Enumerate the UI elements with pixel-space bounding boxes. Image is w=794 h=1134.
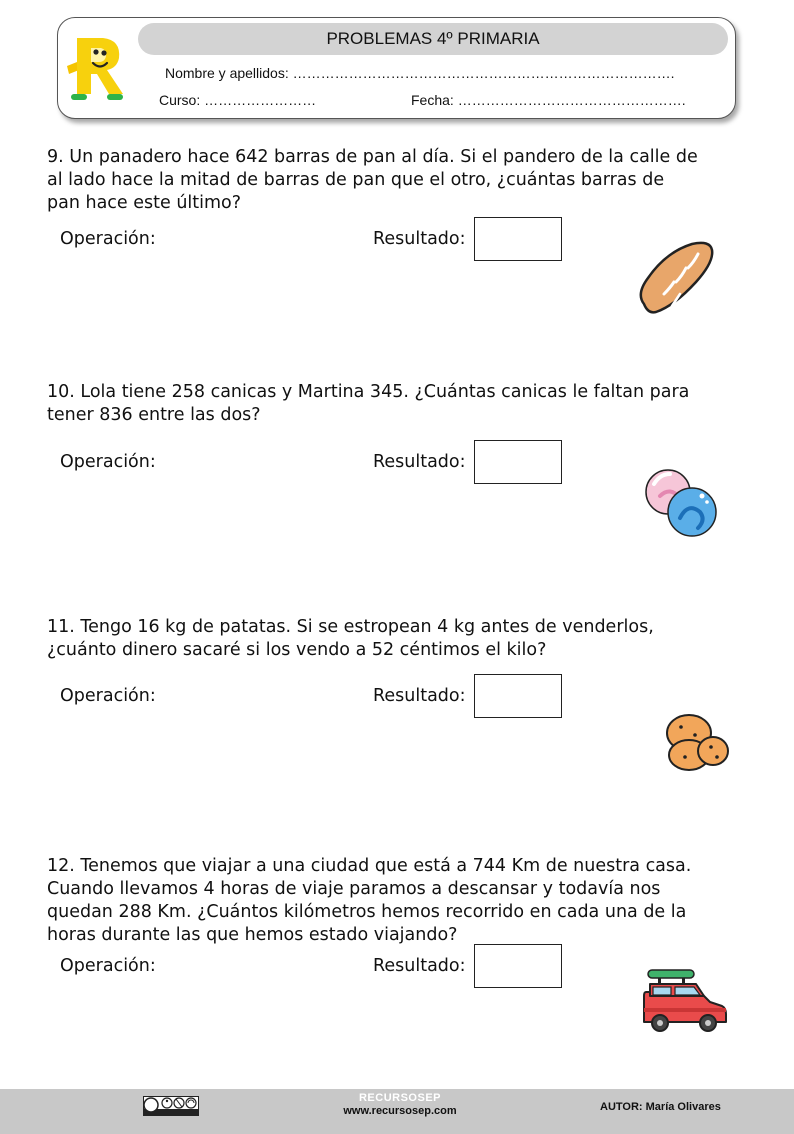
name-field: Nombre y apellidos: ……………………………………………………………………….	[165, 65, 675, 81]
problem-10-text: 10. Lola tiene 258 canicas y Martina 345. ¿Cuántas canicas le faltan para tener 836 entre las dos?	[47, 382, 690, 425]
footer-brand: RECURSOSEP	[358, 1092, 442, 1104]
problem-10-operation-label: Operación:	[60, 452, 156, 472]
problem-11-text: 11. Tengo 16 kg de patatas. Si se estropean 4 kg antes de venderlos, ¿cuánto dinero sacaré si los vendo a 52 céntimos el kilo?	[47, 617, 654, 660]
marbles-icon	[640, 466, 720, 538]
potatoes-icon	[663, 711, 731, 773]
problem-11-operation-label: Operación:	[60, 686, 156, 706]
footer-url[interactable]: www.recursosep.com	[343, 1105, 457, 1117]
problem-10-answer-box[interactable]	[474, 440, 562, 484]
footer	[0, 1089, 794, 1134]
problem-9-answer-box[interactable]	[474, 217, 562, 261]
worksheet-header	[57, 17, 736, 119]
cc-by-nc-sa-icon	[143, 1096, 199, 1116]
bread-icon	[634, 238, 718, 318]
car-icon	[640, 968, 730, 1034]
problem-9-text: 9. Un panadero hace 642 barras de pan al día. Si el pandero de la calle de al lado hace la mitad de barras de pan que el otro, ¿cuántas barras de pan hace este último?	[47, 147, 698, 213]
problem-12-answer-box[interactable]	[474, 944, 562, 988]
problem-12-text: 12. Tenemos que viajar a una ciudad que está a 744 Km de nuestra casa. Cuando llevamos 4 horas de viaje paramos a descansar y todavía nos quedan 288 Km. ¿Cuántos kilómetros hemos recorrido en cada una de la horas durante las que hemos estado viajando?	[47, 856, 692, 945]
problem-12-operation-label: Operación:	[60, 956, 156, 976]
footer-site	[300, 1092, 500, 1118]
problem-11-result-label: Resultado:	[373, 686, 466, 706]
problem-9-result-label: Resultado:	[373, 229, 466, 249]
course-field: Curso: ……………………	[159, 92, 317, 108]
problem-9-operation-label: Operación:	[60, 229, 156, 249]
footer-author: AUTOR: María Olivares	[600, 1101, 721, 1113]
problem-12-result-label: Resultado:	[373, 956, 466, 976]
page-title: PROBLEMAS 4º PRIMARIA	[138, 23, 728, 55]
problem-10-result-label: Resultado:	[373, 452, 466, 472]
problem-11-answer-box[interactable]	[474, 674, 562, 718]
recursosep-logo	[63, 32, 129, 100]
date-field: Fecha: ………………………………………….	[411, 92, 686, 108]
